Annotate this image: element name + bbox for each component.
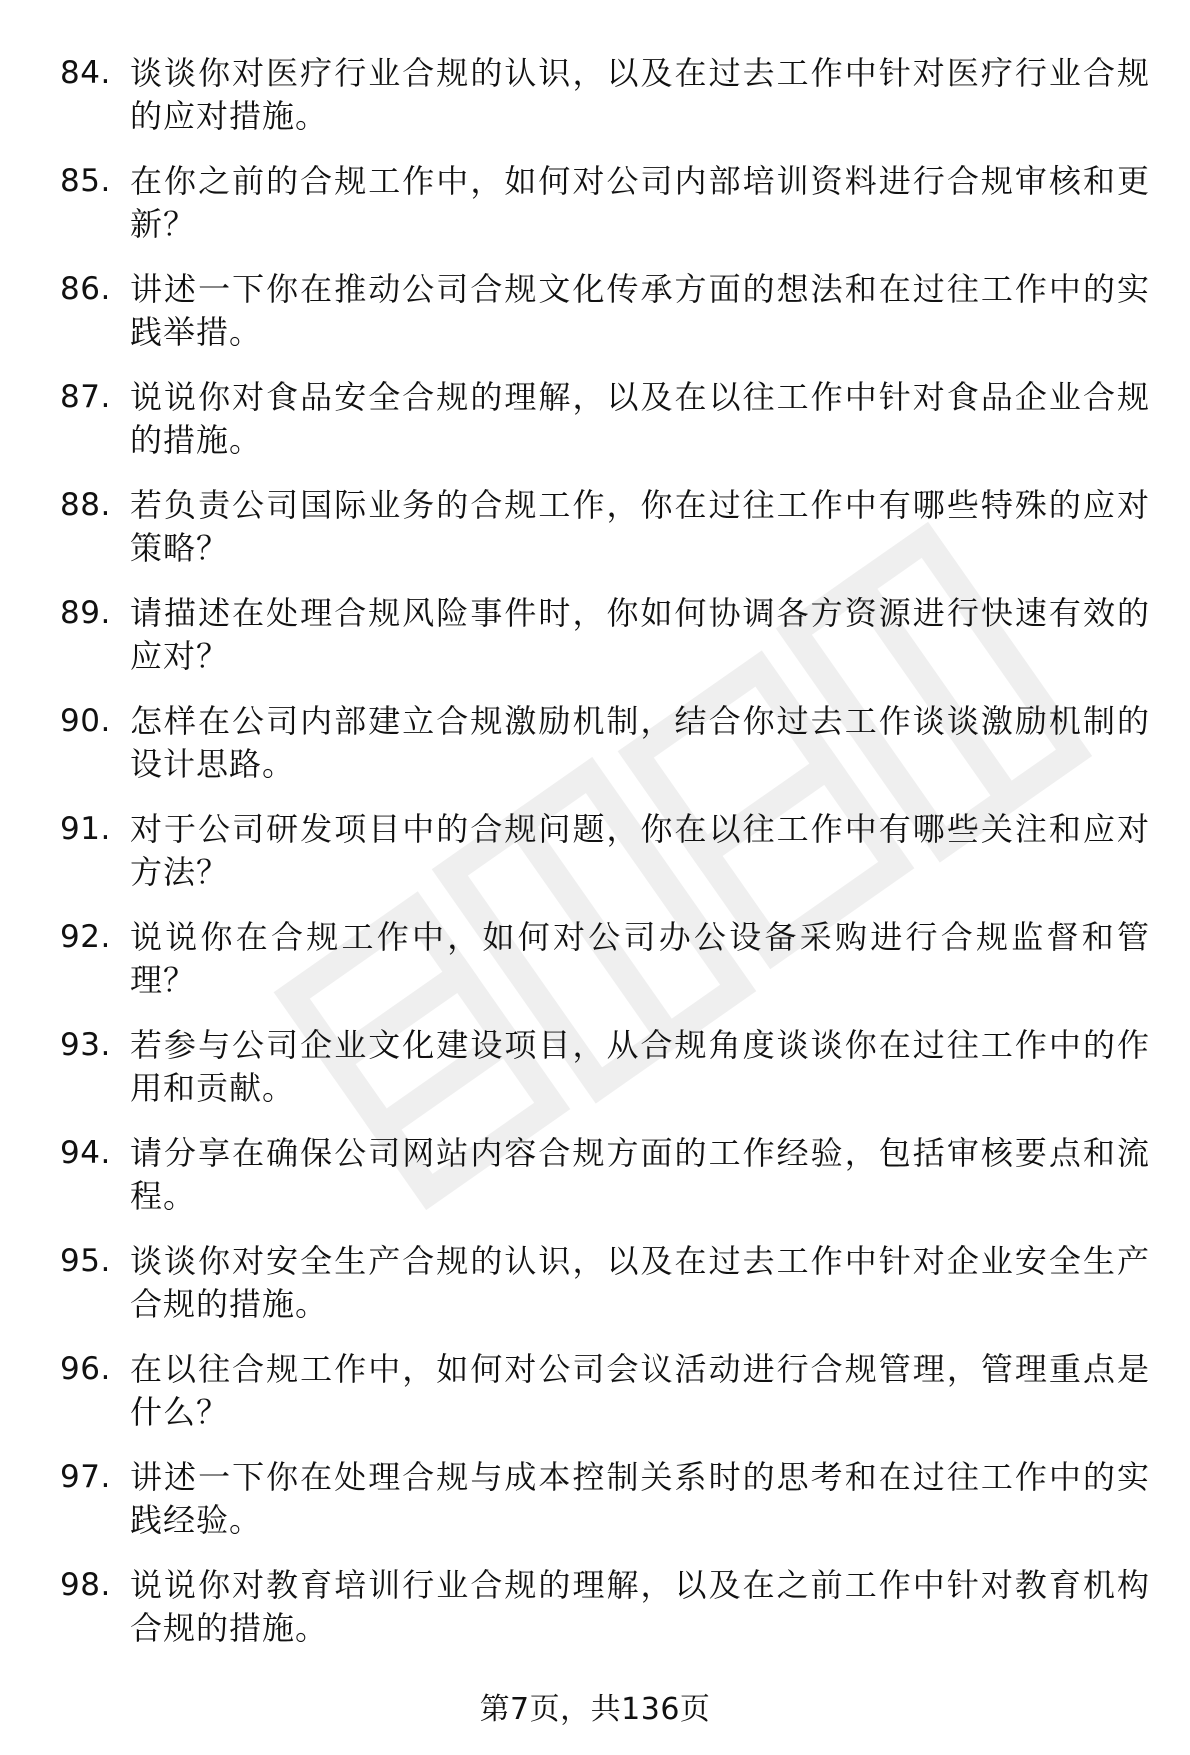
question-number: 97.	[60, 1459, 111, 1495]
question-text: 说说你在合规工作中，如何对公司办公设备采购进行合规监督和管理？	[130, 918, 1150, 999]
question-text: 讲述一下你在处理合规与成本控制关系时的思考和在过往工作中的实践经验。	[130, 1458, 1150, 1539]
question-text: 若参与公司企业文化建设项目，从合规角度谈谈你在过往工作中的作用和贡献。	[130, 1026, 1150, 1107]
question-item	[60, 1456, 1150, 1564]
question-text: 在你之前的合规工作中，如何对公司内部培训资料进行合规审核和更新？	[130, 162, 1150, 243]
question-item	[60, 916, 1150, 1024]
question-item	[60, 1348, 1150, 1456]
question-number: 85.	[60, 163, 111, 199]
question-number: 92.	[60, 919, 111, 955]
question-text: 谈谈你对安全生产合规的认识，以及在过去工作中针对企业安全生产合规的措施。	[130, 1242, 1150, 1323]
question-text: 在以往合规工作中，如何对公司会议活动进行合规管理，管理重点是什么？	[130, 1350, 1150, 1431]
question-item	[60, 268, 1150, 376]
question-number: 86.	[60, 271, 111, 307]
question-number: 96.	[60, 1351, 111, 1387]
question-item	[60, 52, 1150, 160]
question-item	[60, 1240, 1150, 1348]
question-text: 说说你对教育培训行业合规的理解，以及在之前工作中针对教育机构合规的措施。	[130, 1566, 1150, 1647]
question-item	[60, 700, 1150, 808]
question-item	[60, 160, 1150, 268]
question-number: 84.	[60, 55, 111, 91]
question-number: 93.	[60, 1027, 111, 1063]
question-text: 说说你对食品安全合规的理解，以及在以往工作中针对食品企业合规的措施。	[130, 378, 1150, 459]
question-item	[60, 1024, 1150, 1132]
question-number: 89.	[60, 595, 111, 631]
question-item	[60, 592, 1150, 700]
question-item	[60, 484, 1150, 592]
question-number: 98.	[60, 1567, 111, 1603]
question-number: 88.	[60, 487, 111, 523]
question-text: 讲述一下你在推动公司合规文化传承方面的想法和在过往工作中的实践举措。	[130, 270, 1150, 351]
question-text: 谈谈你对医疗行业合规的认识，以及在过去工作中针对医疗行业合规的应对措施。	[130, 54, 1150, 135]
question-number: 94.	[60, 1135, 111, 1171]
question-list	[60, 52, 1150, 1672]
question-text: 请分享在确保公司网站内容合规方面的工作经验，包括审核要点和流程。	[130, 1134, 1150, 1215]
question-text: 怎样在公司内部建立合规激励机制，结合你过去工作谈谈激励机制的设计思路。	[130, 702, 1150, 783]
question-text: 对于公司研发项目中的合规问题，你在以往工作中有哪些关注和应对方法？	[130, 810, 1150, 891]
question-item	[60, 1132, 1150, 1240]
question-number: 95.	[60, 1243, 111, 1279]
question-number: 90.	[60, 703, 111, 739]
question-item	[60, 376, 1150, 484]
question-number: 87.	[60, 379, 111, 415]
question-item	[60, 1564, 1150, 1672]
question-text: 若负责公司国际业务的合规工作，你在过往工作中有哪些特殊的应对策略？	[130, 486, 1150, 567]
question-number: 91.	[60, 811, 111, 847]
page-number: 第7页，共136页	[479, 1692, 711, 1727]
question-item	[60, 808, 1150, 916]
question-text: 请描述在处理合规风险事件时，你如何协调各方资源进行快速有效的应对？	[130, 594, 1150, 675]
